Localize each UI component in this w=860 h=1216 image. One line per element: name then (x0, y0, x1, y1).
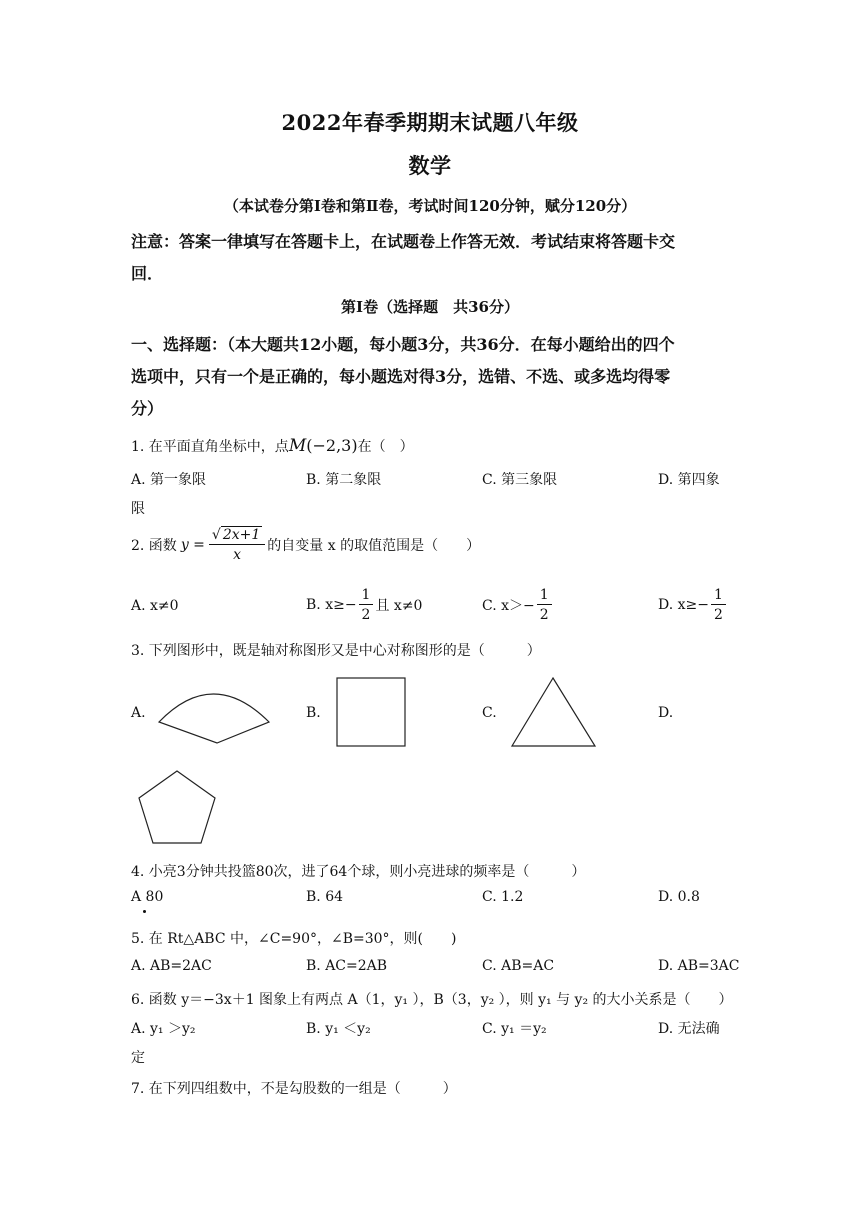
subject-title: 数学 (408, 153, 452, 178)
q2-option-d (658, 588, 728, 622)
section-heading-line-3: 分） (131, 399, 164, 418)
q2-option-a: A. x≠0 (131, 598, 179, 614)
notice-line-1: 注意：答案一律填写在答题卡上，在试题卷上作答无效．考试结束将答题卡交 (131, 232, 676, 251)
notice-line-2: 回． (131, 264, 164, 283)
q1-option-a: A. 第一象限 (131, 472, 207, 488)
q1-option-d: D. 第四象 (658, 472, 720, 488)
q2-option-b-post: 且 x≠0 (375, 598, 423, 614)
q2-option-d-pre: D. x≥− (658, 597, 709, 613)
q3-label-b: B. (306, 705, 321, 721)
question-3: 3. 下列图形中，既是轴对称图形又是中心对称图形的是（ ） (131, 643, 541, 659)
question-2-post: 的自变量 x 的取值范围是（ ） (267, 538, 481, 554)
section-heading-line-1: 一、选择题：（本大题共12小题，每小题3分，共36分．在每小题给出的四个 (131, 335, 675, 354)
q3-label-a: A. (131, 705, 146, 721)
pentagon-figure (136, 769, 218, 847)
q5-option-b: B. AC=2AB (306, 958, 388, 974)
frac-den: 2 (361, 607, 371, 623)
q5-option-a: A. AB=2AC (131, 958, 212, 974)
frac-den: 2 (539, 607, 549, 623)
q5-option-d: D. AB=3AC (658, 958, 740, 974)
q5-option-c: C. AB=AC (482, 958, 555, 974)
question-6: 6. 函数 y＝−3x＋1 图象上有两点 A（1，y₁ ），B（3，y₂ ），则 y₁ 与 y₂ 的大小关系是（ ） (131, 992, 733, 1008)
q6-option-d-wrap: 定 (131, 1050, 145, 1066)
q4-option-c: C. 1.2 (482, 889, 524, 905)
frac-num: 1 (359, 588, 374, 605)
q6-option-b: B. y₁ ＜y₂ (306, 1021, 371, 1037)
point-coords: (−2,3) (306, 436, 358, 455)
radicand: 2x+1 (222, 527, 261, 543)
q3-label-c: C. (482, 705, 497, 721)
q2-option-b-pre: B. x≥− (306, 597, 357, 613)
square-figure (336, 677, 408, 749)
option-dot-mark (143, 910, 146, 913)
section-heading-line-2: 选项中，只有一个是正确的，每小题选对得3分，选错、不选、或多选均得零 (131, 367, 671, 386)
q6-option-d: D. 无法确 (658, 1021, 720, 1037)
question-1 (131, 436, 414, 456)
function-fraction: $\frac{√ 2x+1}{x}$ (209, 528, 265, 562)
function-lhs: y = (180, 537, 205, 553)
question-1-text: 1. 在平面直角坐标中，点 (131, 439, 289, 455)
q4-option-d: D. 0.8 (658, 889, 700, 905)
page-title: 2022年春季期期末试题八年级 (281, 110, 579, 135)
question-7: 7. 在下列四组数中，不是勾股数的一组是（ ） (131, 1081, 457, 1097)
frac-den: 2 (713, 607, 723, 623)
q6-option-a: A. y₁ ＞y₂ (131, 1021, 196, 1037)
question-2 (131, 528, 480, 562)
question-1-post: 在（ ） (357, 439, 414, 455)
sector-figure (155, 680, 275, 750)
q3-label-d: D. (658, 705, 674, 721)
q2-option-b (306, 588, 422, 622)
q4-option-a: A 80 (131, 889, 164, 905)
frac-num: 1 (711, 588, 726, 605)
question-5: 5. 在 Rt△ABC 中，∠C=90°，∠B=30°，则( ) (131, 931, 457, 947)
denominator: x (233, 547, 242, 563)
q1-option-b: B. 第二象限 (306, 472, 382, 488)
question-2-text: 2. 函数 (131, 538, 177, 554)
frac-num: 1 (537, 588, 552, 605)
q4-option-b: B. 64 (306, 889, 344, 905)
q1-option-c: C. 第三象限 (482, 472, 558, 488)
point-m: M (288, 436, 307, 456)
q6-option-c: C. y₁ ＝y₂ (482, 1021, 547, 1037)
q2-option-c (482, 588, 554, 622)
q1-option-d-wrap: 限 (131, 501, 145, 517)
exam-info: （本试卷分第Ⅰ卷和第Ⅱ卷，考试时间120分钟，赋分120分） (223, 197, 637, 215)
volume-title: 第Ⅰ卷（选择题 共36分） (341, 298, 519, 316)
triangle-figure (510, 676, 600, 751)
question-4: 4. 小亮3分钟共投篮80次，进了64个球，则小亮进球的频率是（ ） (131, 864, 586, 880)
q2-option-c-pre: C. x＞− (482, 598, 535, 614)
